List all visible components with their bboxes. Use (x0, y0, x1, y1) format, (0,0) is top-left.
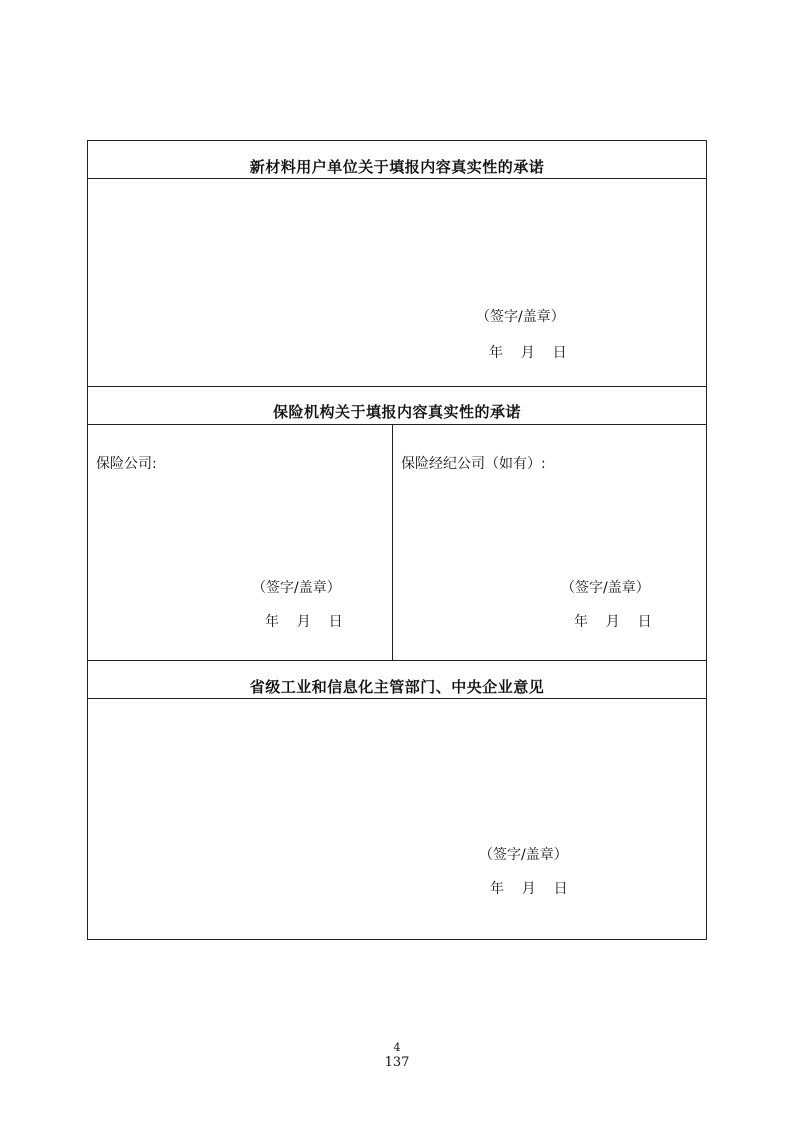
authority-sign-label: （签字/盖章） (479, 847, 568, 863)
broker-sign-label: （签字/盖章） (561, 580, 650, 596)
divider (88, 660, 706, 661)
page-number: 137 (384, 1055, 410, 1070)
authority-opinion-title: 省级工业和信息化主管部门、中央企业意见 (249, 678, 545, 696)
insurer-sign-label: （签字/盖章） (252, 580, 341, 596)
user-date-label: 年 月 日 (489, 345, 567, 361)
divider (88, 698, 706, 699)
divider (88, 178, 706, 179)
divider (88, 386, 706, 387)
authority-date-label: 年 月 日 (490, 881, 568, 897)
broker-company-label: 保险经纪公司（如有）: (401, 456, 546, 472)
page-number-small: 4 (393, 1041, 401, 1054)
insurer-date-label: 年 月 日 (265, 614, 343, 630)
user-commitment-title: 新材料用户单位关于填报内容真实性的承诺 (249, 158, 545, 176)
user-sign-label: （签字/盖章） (476, 309, 565, 325)
commitment-form (87, 140, 707, 940)
broker-date-label: 年 月 日 (574, 614, 652, 630)
insurance-company-label: 保险公司: (96, 456, 157, 472)
insurer-commitment-title: 保险机构关于填报内容真实性的承诺 (272, 403, 521, 421)
column-divider (392, 424, 393, 660)
divider (88, 424, 706, 425)
